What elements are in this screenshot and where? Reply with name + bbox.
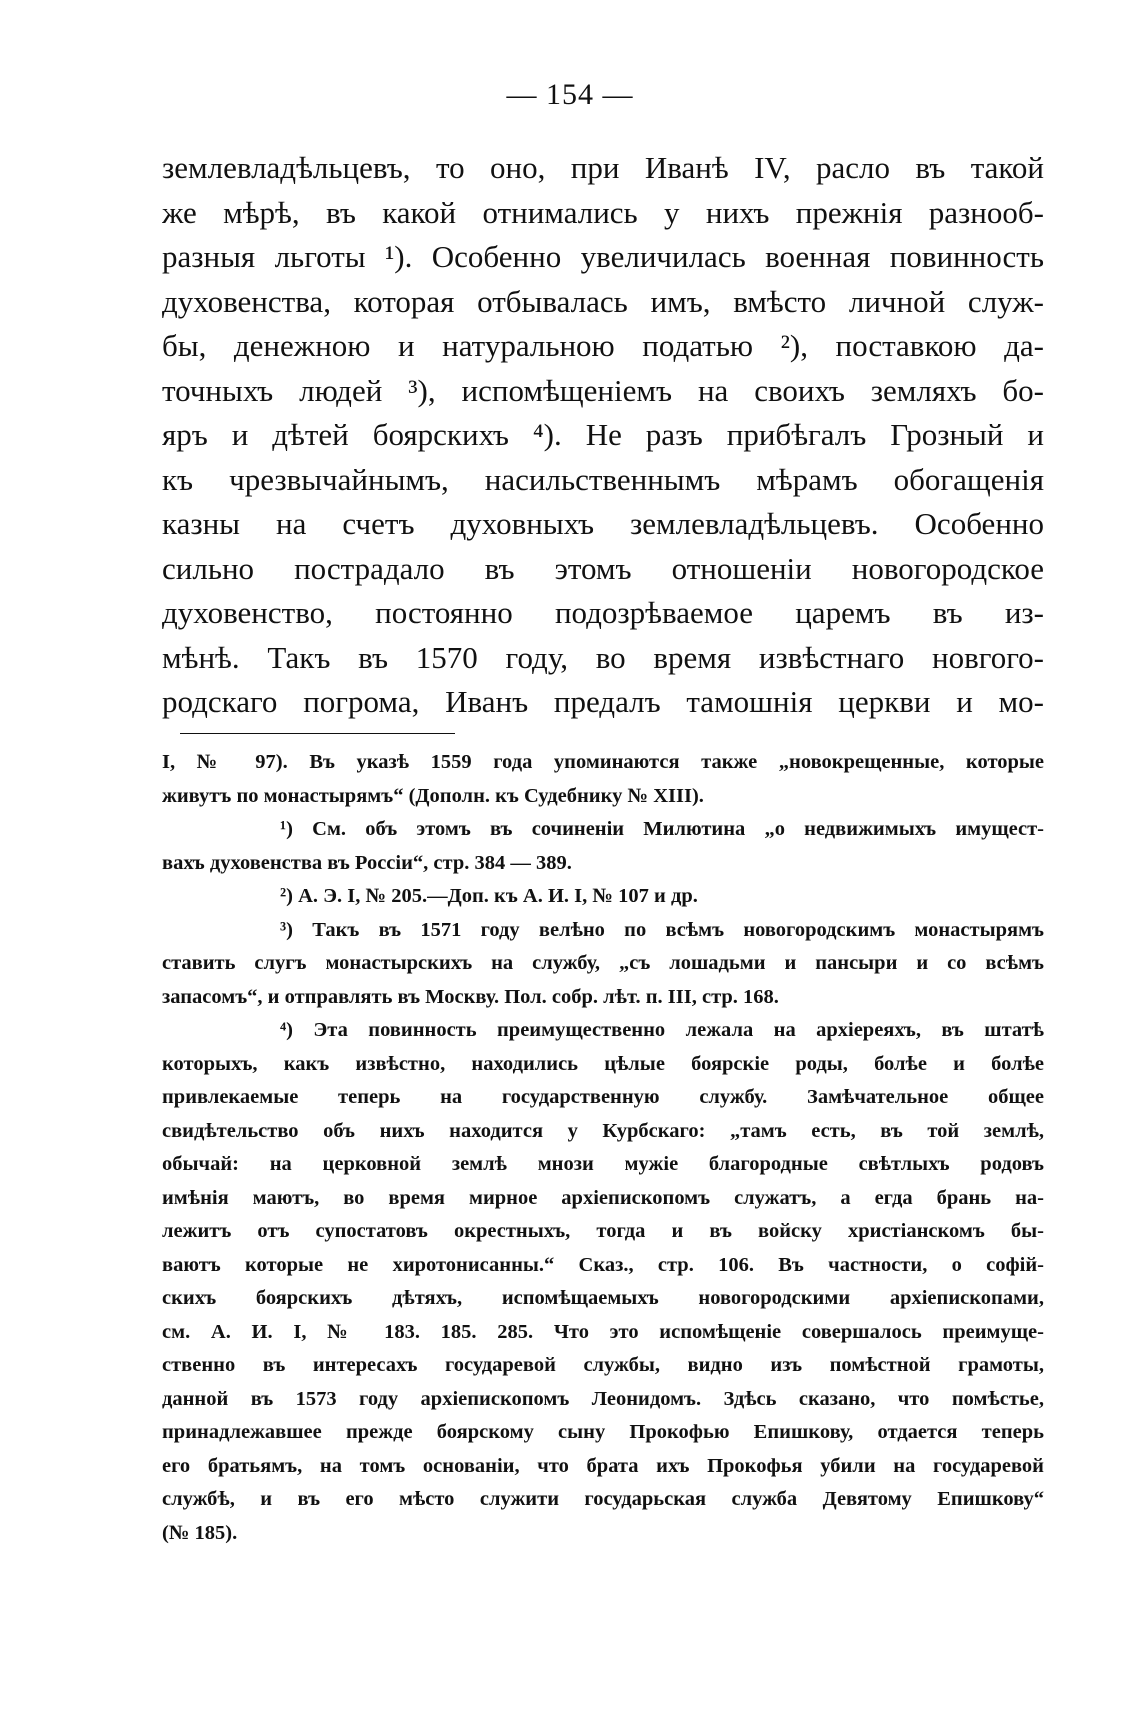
footnote-line: скихъ боярскихъ дѣтяхъ, испомѣщаемыхъ новогородскими архіепископами,	[162, 1287, 1044, 1309]
main-line: духовенства, которая отбывалась имъ, вмѣсто личной служ-	[162, 283, 1044, 319]
main-line: яръ и дѣтей боярскихъ ⁴). Не разъ прибѣгалъ Грозный и	[162, 417, 1044, 452]
footnote-line: лежитъ отъ супостатовъ окрестныхъ, тогда и въ войску христіанскомъ бы-	[162, 1220, 1044, 1242]
main-line: сильно пострадало въ этомъ отношеніи новогородское	[162, 550, 1044, 586]
footnote-line: живутъ по монастырямъ“ (Дополн. къ Судебнику № XIII).	[162, 784, 704, 807]
footnote-line: вахъ духовенства въ Россіи“, стр. 384 — 389.	[162, 851, 572, 874]
footnote-line: ственно въ интересахъ государевой службы, видно изъ помѣстной грамоты,	[162, 1354, 1044, 1376]
page-number: — 154 —	[506, 78, 634, 111]
footnote-line: данной въ 1573 году архіепископомъ Леонидомъ. Здѣсь сказано, что помѣстье,	[162, 1387, 1044, 1410]
footnote-2: ²) А. Э. I, № 205.—Доп. къ А. И. I, № 107 и др.	[280, 885, 698, 907]
main-text	[162, 146, 1044, 725]
main-line: точныхъ людей ³), испомѣщеніемъ на своихъ земляхъ бо-	[162, 372, 1044, 408]
footnote-line: запасомъ“, и отправлять въ Москву. Пол. собр. лѣт. п. III, стр. 168.	[162, 985, 779, 1008]
footnote-4: ⁴) Эта повинность преимущественно лежала на архіереяхъ, въ штатѣ	[280, 1019, 1044, 1041]
main-line: родскаго погрома, Иванъ предалъ тамошнія церкви и мо-	[162, 684, 1044, 719]
main-line: же мѣрѣ, въ какой отнимались у нихъ прежнія разнооб-	[162, 194, 1044, 230]
footnote-line: привлекаемые теперь на государственную службу. Замѣчательное общее	[162, 1086, 1044, 1108]
main-line: мѣнѣ. Такъ въ 1570 году, во время извѣстнаго новгого-	[162, 639, 1044, 675]
footnotes	[162, 746, 1044, 1550]
footnote-line: ваютъ которые не хиротонисанны.“ Сказ., стр. 106. Въ частности, о софій-	[162, 1253, 1044, 1276]
footnote-line: принадлежавшее прежде боярскому сыну Прокофью Епишкову, отдается теперь	[162, 1421, 1044, 1443]
footnote-line: службѣ, и въ его мѣсто служити государьская служба Девятому Епишкову“	[162, 1488, 1044, 1510]
main-line: къ чрезвычайнымъ, насильственнымъ мѣрамъ обогащенія	[162, 461, 1044, 497]
footnote-line: обычай: на церковной землѣ мнози мужіе благородные свѣтлыхъ родовъ	[162, 1153, 1044, 1175]
footnote-divider	[180, 733, 455, 734]
footnote-line: имѣнія маютъ, во время мирное архіепископомъ служатъ, а егда брань на-	[162, 1186, 1044, 1209]
footnote-line: которыхъ, какъ извѣстно, находились цѣлые боярскіе роды, болѣе и болѣе	[162, 1052, 1044, 1075]
footnote-line: его братьямъ, на томъ основаніи, что брата ихъ Прокофья убили на государевой	[162, 1454, 1044, 1477]
footnote-line: ставить слугъ монастырскихъ на службу, „съ лошадьми и пансыри и со всѣмъ	[162, 952, 1044, 974]
footnote-3: ³) Такъ въ 1571 году велѣно по всѣмъ новогородскимъ монастырямъ	[280, 918, 1044, 941]
footnote-line: (№ 185).	[162, 1521, 238, 1544]
footnote-line: I, № 97). Въ указѣ 1559 года упоминаются также „новокрещенные, которые	[162, 751, 1044, 773]
main-line: разныя льготы ¹). Особенно увеличилась военная повинность	[162, 239, 1044, 274]
footnote-1: ¹) См. объ этомъ въ сочиненіи Милютина „о недвижимыхъ имущест-	[280, 818, 1044, 840]
main-line: духовенство, постоянно подозрѣваемое царемъ въ из-	[162, 595, 1044, 630]
footnote-line: свидѣтельство объ нихъ находится у Курбскаго: „тамъ есть, въ той землѣ,	[162, 1119, 1044, 1142]
main-line: казны на счетъ духовныхъ землевладѣльцевъ. Особенно	[162, 506, 1044, 541]
footnote-line: см. А. И. I, № 183. 185. 285. Что это испомѣщеніе совершалось преимуще-	[162, 1320, 1044, 1343]
main-line: бы, денежною и натуральною податью ²), поставкою да-	[162, 328, 1044, 363]
main-line: землевладѣльцевъ, то оно, при Иванѣ IV, расло въ такой	[162, 150, 1044, 185]
